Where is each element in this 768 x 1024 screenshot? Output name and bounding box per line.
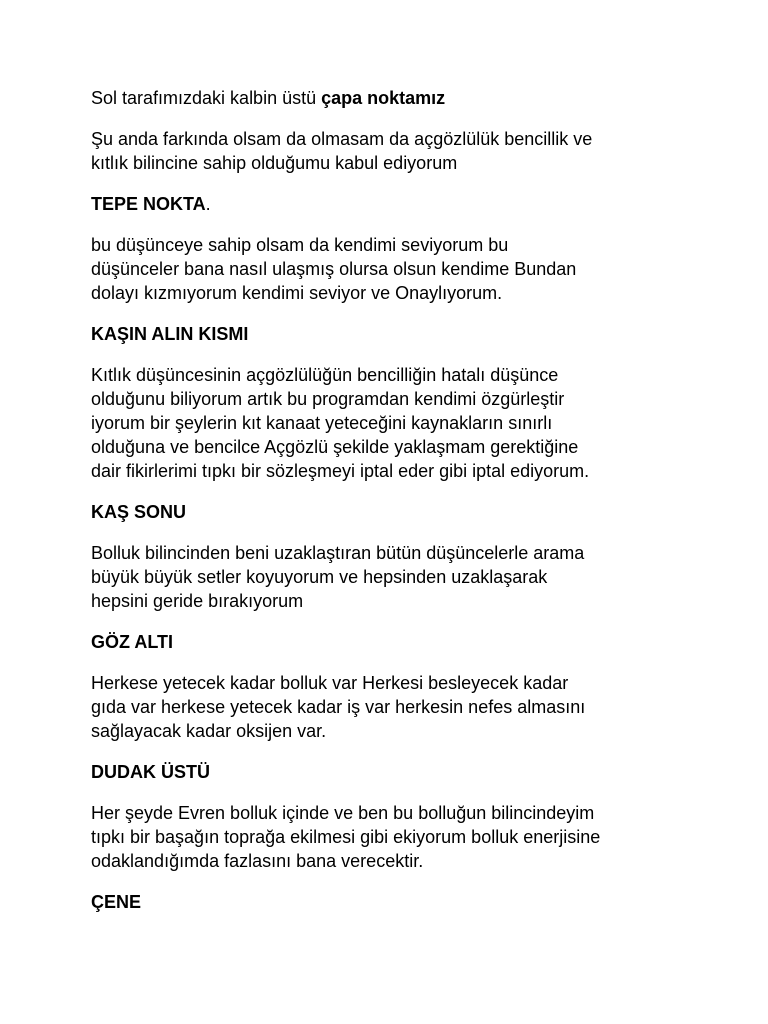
text-line: Kıtlık düşüncesinin açgözlülüğün bencilliğin hatalı düşünce bbox=[91, 365, 559, 385]
heading-text: TEPE NOKTA bbox=[91, 194, 206, 214]
heading-dudak-ustu: DUDAK ÜSTÜ bbox=[91, 762, 210, 782]
text-line: Herkese yetecek kadar bolluk var Herkesi besleyecek kadar bbox=[91, 673, 569, 693]
heading-goz-alti: GÖZ ALTI bbox=[91, 632, 173, 652]
text-line: odaklandığımda fazlasını bana verecektir. bbox=[91, 851, 424, 871]
paragraph-1 bbox=[91, 127, 731, 175]
heading-tepe-nokta bbox=[91, 192, 731, 216]
text-line: olduğunu biliyorum artık bu programdan kendimi özgürleştir bbox=[91, 389, 565, 409]
text-line bbox=[91, 86, 731, 110]
text-line: dolayı kızmıyorum kendimi seviyor ve Onaylıyorum. bbox=[91, 283, 503, 303]
paragraph-6 bbox=[91, 801, 731, 873]
text-line: bu düşünceye sahip olsam da kendimi seviyorum bu bbox=[91, 235, 509, 255]
paragraph-5 bbox=[91, 671, 731, 743]
intro-text: Sol tarafımızdaki kalbin üstü bbox=[91, 88, 322, 108]
heading-cene: ÇENE bbox=[91, 892, 142, 912]
text-line: Her şeyde Evren bolluk içinde ve ben bu bolluğun bilincindeyim bbox=[91, 803, 595, 823]
text-line: düşünceler bana nasıl ulaşmış olursa olsun kendime Bundan bbox=[91, 259, 577, 279]
text-line: olduğuna ve bencilce Açgözlü şekilde yaklaşmam gerektiğine bbox=[91, 437, 579, 457]
text-line: tıpkı bir başağın toprağa ekilmesi gibi ekiyorum bolluk enerjisine bbox=[91, 827, 601, 847]
paragraph-4 bbox=[91, 541, 731, 613]
text-line: sağlayacak kadar oksijen var. bbox=[91, 721, 327, 741]
text-line: Şu anda farkında olsam da olmasam da açgözlülük bencillik ve bbox=[91, 129, 593, 149]
intro-bold-text: çapa noktamız bbox=[321, 88, 446, 108]
document-page bbox=[91, 86, 731, 931]
heading-kas-sonu: KAŞ SONU bbox=[91, 502, 187, 522]
heading-kasin-alin-kismi: KAŞIN ALIN KISMI bbox=[91, 324, 249, 344]
text-line: büyük büyük setler koyuyorum ve hepsinden uzaklaşarak bbox=[91, 567, 548, 587]
text-line: dair fikirlerimi tıpkı bir sözleşmeyi iptal eder gibi iptal ediyorum. bbox=[91, 461, 590, 481]
paragraph-3 bbox=[91, 363, 731, 483]
text-line: hepsini geride bırakıyorum bbox=[91, 591, 304, 611]
text-line: kıtlık bilincine sahip olduğumu kabul ediyorum bbox=[91, 153, 458, 173]
heading-suffix: . bbox=[205, 194, 211, 214]
text-line: Bolluk bilincinden beni uzaklaştıran bütün düşüncelerle arama bbox=[91, 543, 585, 563]
text-line: iyorum bir şeylerin kıt kanaat yeteceğini kaynakların sınırlı bbox=[91, 413, 553, 433]
paragraph-2 bbox=[91, 233, 731, 305]
intro-paragraph bbox=[91, 86, 731, 110]
text-line: gıda var herkese yetecek kadar iş var herkesin nefes almasını bbox=[91, 697, 586, 717]
